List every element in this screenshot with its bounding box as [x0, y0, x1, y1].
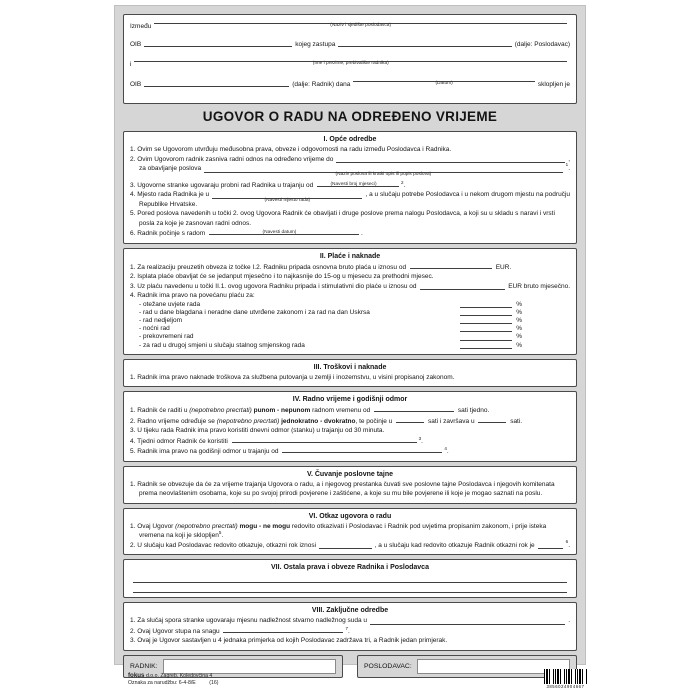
percent-blank: [460, 329, 512, 332]
section-expenses: [123, 359, 577, 388]
crossout-note: (nepotrebno precrtati): [189, 407, 252, 415]
percent-sign: %: [516, 316, 522, 324]
percent-sign: %: [516, 341, 522, 349]
writing-line: [133, 592, 567, 593]
publisher-brand: fokus: [128, 672, 145, 679]
employer-oib-blank: [144, 44, 292, 47]
salary-increase-row: - za rad u drugoj smjeni u slučaju stalnog smjenskog rada %: [139, 341, 522, 349]
percent-blank: [460, 346, 512, 349]
section-5-heading: V. Čuvanje poslovne tajne: [306, 470, 394, 478]
employer-oib-row: [130, 41, 570, 48]
salary-increase-row: - rad nedjeljom %: [139, 316, 522, 324]
s1-item-2a: 2. Ovim Ugovorom radnik zasniva radni odnos na određeno vrijeme do ,: [130, 155, 570, 163]
percent-sign: %: [516, 333, 522, 341]
parties-header-box: [123, 14, 577, 104]
probation-caption: (Navesti broj mjeseci): [330, 181, 377, 187]
writing-line: [133, 582, 567, 583]
publisher-address: d.o.o. Zagreb, Koledovčina 4: [145, 673, 213, 679]
worker-signature-label: RADNIK:: [130, 662, 158, 670]
worker-notice-blank: [538, 546, 563, 549]
concluded-label: sklopljen je: [537, 81, 570, 88]
s6-item-1: 1. Ovaj Ugovor (nepotrebno precrtati) mogu - ne mogu redovito otkazivati i Poslodavac i Radnik pod uvjetima propisanim zakonom, i prije isteka vremena na koji je sklopljen$^5$.: [130, 522, 547, 540]
s8-item-1: 1. Za slučaj spora stranke ugovaraju mjesnu nadležnost stvarno nadležnog suda u .: [130, 617, 570, 625]
job-description-blank: [204, 170, 563, 177]
salary-increase-row: - otežane uvjete rada %: [139, 300, 522, 308]
s2-item-4: 4. Radnik ima pravo na povećanu plaću za:: [130, 292, 255, 299]
section-4-heading: IV. Radno vrijeme i godišnji odmor: [292, 396, 408, 404]
salary-increase-row: - rad u dane blagdana i neradne dane utvrđene zakonom i za rad na dan Uskrsa %: [139, 308, 522, 316]
percent-blank: [460, 313, 512, 316]
percent-sign: %: [516, 300, 522, 308]
section-business-secret: [123, 466, 577, 504]
employer-notice-blank: [319, 546, 372, 549]
s3-item-1: 1. Radnik ima pravo naknade troškova za službena putovanja u zemlji i inozemstvu, u visini propisanoj zakonom.: [130, 373, 455, 381]
represented-by-label: kojeg zastupa: [295, 41, 336, 48]
footnote-2: 2: [401, 179, 404, 185]
section-1-heading: I. Opće odredbe: [323, 136, 377, 143]
barcode-bars: [544, 669, 587, 684]
salary-increase-row: - prekovremeni rad %: [139, 333, 522, 341]
percent-sign: %: [516, 308, 522, 316]
worker-oib-blank: [144, 84, 289, 87]
s4-item-1: 1. Radnik će raditi u (nepotrebno precrtati) punom - nepunom radnom vremenu od sati tjedno.: [130, 407, 490, 415]
section-general-provisions: [123, 131, 577, 244]
s8-item-2: 2. Ovaj Ugovor stupa na snagu $^7$.: [130, 625, 350, 635]
contract-sheet: [114, 5, 586, 670]
worker-name-row: [130, 59, 570, 68]
contract-date-blank: [353, 79, 534, 86]
s1-item-1: 1. Ovim se Ugovorom utvrđuju međusobna prava, obveze i odgovornosti na radu između Poslodavca i Radnika.: [130, 146, 452, 153]
s2-item-1: 1. Za realizaciju preuzetih obveza iz točke I.2. Radniku pripada osnovna bruto plaća u iznosu od EUR.: [130, 263, 512, 271]
s4-item-2: 2. Radno vrijeme određuje se (nepotrebno precrtati) jednokratno - dvokratno, te počinje u sati i završava u sati.: [130, 417, 523, 425]
publisher-footer: [128, 672, 218, 687]
barcode-digits: 3856024904667: [546, 684, 585, 689]
start-hour-blank: [396, 416, 424, 423]
section-2-heading: II. Plaće i naknade: [319, 252, 381, 260]
footnote-5: 5: [218, 530, 222, 536]
employer-name-row: [130, 21, 570, 30]
start-date-caption: (Navesti datum): [262, 230, 297, 235]
gross-salary-blank: [410, 262, 492, 269]
s6-item-2: 2. U slučaju kad Poslodavac redovito otkazuje, otkazni rok iznosi , a u slučaju kad redovito otkazuje Radnik otkazni rok je 6 .: [130, 538, 570, 549]
fixed-term-blank: [336, 160, 565, 163]
worker-name-blank: [134, 59, 567, 66]
page-title: UGOVOR O RADU NA ODREĐENO VRIJEME: [202, 109, 498, 124]
s2-item-2: 2. Isplata plaće obavljat će se jedanput mjesečno i to najkasnije do 15-og u mjesecu za prethodni mjesec.: [130, 273, 434, 280]
end-hour-blank: [478, 416, 506, 423]
worker-oib-row: [130, 79, 570, 88]
s1-item-6: 6. Radnik počinje s radom (Navesti datum) .: [130, 230, 363, 237]
order-code: Oznaka za narudžbu: 6-4-8/E: [128, 680, 196, 686]
salary-increase-row: - noćni rad %: [139, 325, 522, 333]
employer-signature-label: POSLODAVAC:: [364, 662, 412, 670]
oib-label: OIB: [130, 41, 142, 48]
probation-blank: [317, 180, 399, 187]
section-6-heading: VI. Otkaz ugovora o radu: [308, 512, 392, 520]
barcode: [544, 669, 587, 689]
edition-number: (16): [209, 680, 219, 686]
section-3-heading: III. Troškovi i naknade: [313, 363, 387, 371]
weekly-rest-blank: [232, 436, 417, 443]
s4-item-5: 5. Radnik ima pravo na godišnji odmor u trajanju od $^4$.: [130, 446, 449, 456]
employer-alias-label: (dalje: Poslodavac): [514, 41, 570, 48]
between-label: Između: [130, 23, 152, 30]
annual-leave-blank: [282, 446, 442, 453]
oib-label-2: OIB: [130, 81, 142, 88]
section-termination: [123, 508, 577, 556]
section-7-heading: VII. Ostala prava i obveze Radnika i Poslodavca: [271, 564, 429, 572]
footnote-4: 4: [444, 446, 447, 452]
worker-name-caption: (Ime i prezime, prebivalište radnika): [312, 61, 389, 66]
employer-name-caption: (Naziv i sjedište poslodavca): [330, 23, 392, 28]
s4-item-3: 3. U tijeku rada Radnik ima pravo koristiti dnevni odmor (stanku) u trajanju od 30 minuta.: [130, 427, 385, 435]
s1-item-4-cont: Republike Hrvatske.: [139, 200, 198, 208]
court-blank: [370, 622, 565, 625]
s1-item-5: 5. Pored poslova navedenih u točki 2. ovog Ugovora Radnik će obavljati i druge poslove prema nalogu Poslodavca, a koji su u skladu s naravi i vrsti posla za koje je zasnovan radni odnos.: [130, 210, 555, 227]
weekly-hours-blank: [374, 405, 454, 412]
s1-item-4: 4. Mjesto rada Radnika je u (Navesti mjesto rada) , a u slučaju potrebe Poslodavca i u nekom drugom mjestu na području: [130, 191, 570, 203]
s4-item-4: 4. Tjedni odmor Radnik će koristiti $^3$.: [130, 435, 423, 445]
representative-blank: [338, 44, 511, 47]
section-final-provisions: [123, 602, 577, 651]
work-place-blank: [212, 196, 362, 203]
percent-sign: %: [516, 325, 522, 333]
footnote-7: 7: [345, 625, 348, 631]
s5-item-1: 1. Radnik se obvezuje da će za vrijeme trajanja Ugovora o radu, a i njegovog prestanka čuvati sve poslovne tajne Poslodavca i njegovih komitenata prema neovlaštenim osobama, koje su po svojoj prirodi povjerene i zaštićene, a koje su mu bile povjerene ili koje je mogao saznati na poslu.: [130, 480, 555, 498]
percent-blank: [460, 321, 512, 324]
section-other-rights: [123, 559, 577, 598]
and-label: i: [130, 61, 132, 68]
section-8-heading: VIII. Zaključne odredbe: [311, 607, 389, 615]
section-working-hours: [123, 391, 577, 462]
s1-item-3: 3. Ugovorne stranke ugovaraju probni rad Radnika u trajanju od (Navesti broj mjeseci) $^2$.: [130, 179, 406, 189]
bonus-salary-blank: [420, 287, 506, 290]
footnote-3: 3: [418, 435, 422, 441]
crossout-note: (nepotrebno precrtati): [175, 522, 238, 530]
percent-blank: [460, 305, 512, 308]
crossout-note: (nepotrebno precrtati): [216, 417, 280, 425]
contract-date-caption: (Datum): [435, 81, 453, 86]
job-description-caption: (Naziv poslova ili kratki opis ili popis poslova): [335, 171, 432, 177]
section-salary: [123, 248, 577, 355]
employer-name-blank: [154, 21, 567, 28]
s1-item-2b: za obavljanje poslova (Naziv poslova ili kratki opis ili popis poslova) 1 .: [139, 162, 570, 177]
work-place-caption: (Navesti mjesto rada): [264, 197, 311, 203]
s8-item-3: 3. Ovaj je Ugovor sastavljen u 4 jednaka primjerka od kojih Poslodavac zadržava tri, a Radnik jedan primjerak.: [130, 637, 448, 645]
worker-alias-label: (dalje: Radnik) dana: [292, 81, 351, 88]
percent-blank: [460, 338, 512, 341]
effective-date-blank: [223, 626, 343, 633]
start-date-blank: [209, 228, 359, 235]
s2-item-3: 3. Uz plaću navedenu u točki II.1. ovog ugovora Radniku pripada i stimulativni dio plaće u iznosu od EUR bruto mjesečno.: [130, 282, 570, 290]
